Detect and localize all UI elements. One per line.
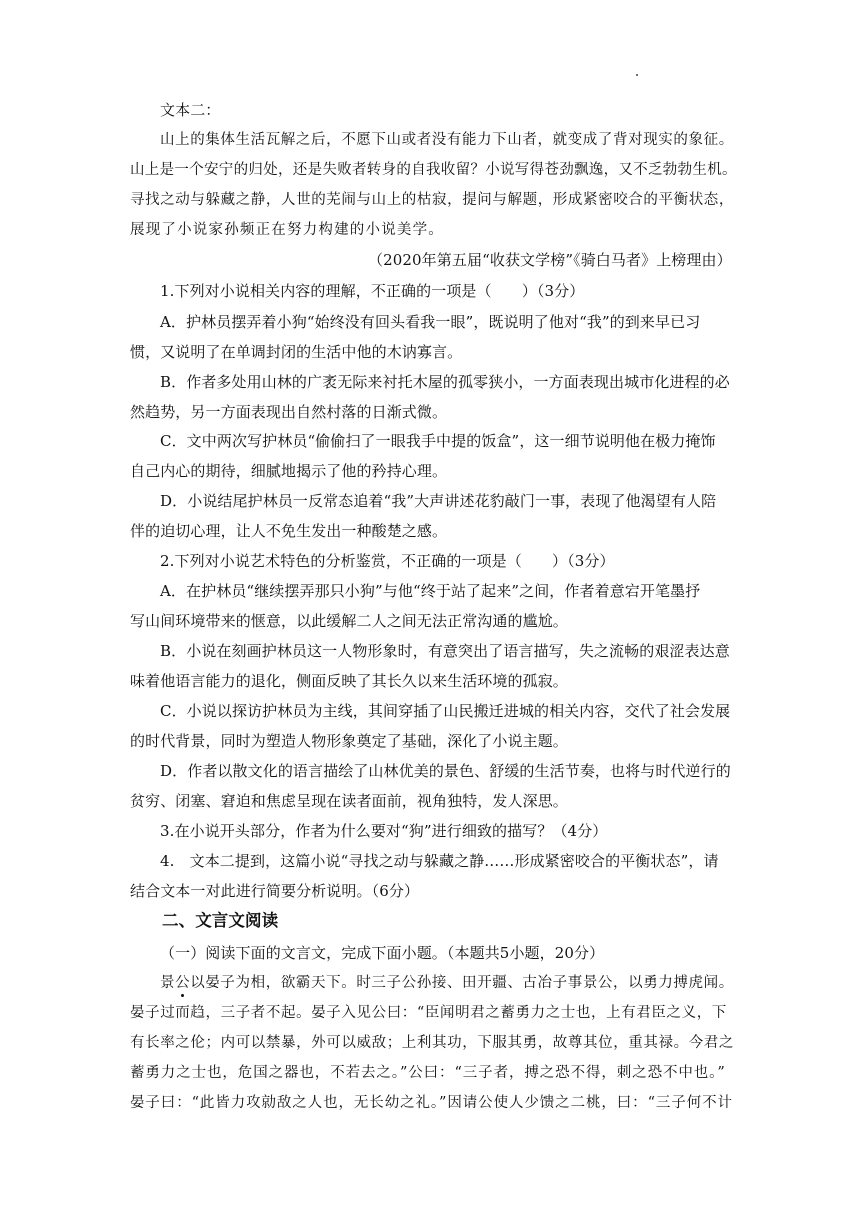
- text2-label: 文本二：: [160, 101, 221, 119]
- section2-intro: （一）阅读下面的文言文，完成下面小题。（本题共5小题，20分）: [160, 944, 605, 962]
- page-dot: [636, 74, 638, 76]
- classical-line-4: 蓄勇力之士也，危国之器也，不若去之。”公曰：“三子者，搏之恐不得，刺之恐不中也。”: [130, 1065, 726, 1081]
- q2-option-d-2: 贫穷、闭塞、窘迫和焦虑呈现在读者面前，视角独特，发人深思。: [130, 792, 568, 810]
- text2-line-3: 寻找之动与躲藏之静，人世的芜闹与山上的枯寂，提问与解题，形成紧密咬合的平衡状态，: [130, 192, 734, 208]
- q1-option-c-2: 自己内心的期待，细腻地揭示了他的矜持心理。: [130, 462, 448, 480]
- q2-option-c-2: 的时代背景，同时为塑造人物形象奠定了基础，深化了小说主题。: [130, 732, 568, 750]
- q1-stem: 1.下列对小说相关内容的理解，不正确的一项是（ ）（3分）: [160, 282, 585, 300]
- classical-line-2: 晏子过而趋，三子者不起。晏子入见公曰：“臣闻明君之蓄勇力之士也，上有君臣之义，下: [130, 1005, 727, 1021]
- text2-line-4: 展现了小说家孙频正在努力构建的小说美学。: [130, 222, 444, 238]
- q2-option-b-2: 味着他语言能力的退化，侧面反映了其长久以来生活环境的孤寂。: [130, 672, 568, 690]
- q2-stem: 2.下列对小说艺术特色的分析鉴赏，不正确的一项是（ ）（3分）: [160, 552, 615, 570]
- q1-option-a-1: A．护林员摆弄着小狗“始终没有回头看我一眼”，既说明了他对“我”的到来早已习: [160, 313, 701, 331]
- classical-line-5: 晏子曰：“此皆力攻勍敌之人也，无长幼之礼。”因请公使人少馈之二桃，曰：“三子何不计: [130, 1095, 733, 1111]
- q4-stem-2: 结合文本一对此进行简要分析说明。（6分）: [130, 882, 420, 900]
- q2-option-b-1: B．小说在刻画护林员这一人物形象时，有意突出了语言描写，失之流畅的艰涩表达意: [160, 642, 730, 660]
- text2-source: （2020年第五届“收获文学榜”《骑白马者》上榜理由）: [368, 251, 732, 269]
- q2-option-d-1: D．作者以散文化的语言描绘了山林优美的景色、舒缓的生活节奏，也将与时代逆行的: [160, 762, 731, 780]
- q1-option-d-2: 伴的迫切心理，让人不免生发出一种酸楚之感。: [130, 522, 448, 540]
- emphasized-char: 公: [175, 972, 190, 994]
- q2-option-a-2: 写山间环境带来的惬意，以此缓解二人之间无法正常沟通的尴尬。: [130, 612, 568, 630]
- section2-heading: 二、文言文阅读: [162, 911, 279, 930]
- q1-option-d-1: D．小说结尾护林员一反常态追着“我”大声讲述花豹敲门一事，表现了他渴望有人陪: [160, 492, 717, 510]
- q3-stem: 3.在小说开头部分，作者为什么要对“狗”进行细致的描写？（4分）: [160, 822, 608, 840]
- classical-line-1: [160, 972, 736, 994]
- text2-line-2: 山上是一个安宁的归处，还是失败者转身的自我收留？小说写得苍劲飘逸，又不乏勃勃生机。: [130, 162, 737, 178]
- q1-option-b-1: B．作者多处用山林的广袤无际来衬托木屋的孤零狭小，一方面表现出城市化进程的必: [160, 373, 730, 391]
- classical-line-3: 有长率之伦；内可以禁暴，外可以威敌；上利其功，下服其勇，故尊其位，重其禄。今君之: [130, 1035, 734, 1051]
- q2-option-c-1: C．小说以探访护林员为主线，其间穿插了山民搬迁进城的相关内容，交代了社会发展: [160, 702, 731, 720]
- q1-option-c-1: C．文中两次写护林员“偷偷扫了一眼我手中提的饭盒”，这一细节说明他在极力掩饰: [160, 432, 716, 450]
- q1-option-a-2: 惯，又说明了在单调封闭的生活中他的木讷寡言。: [130, 343, 463, 361]
- q4-stem-1: 4. 文本二提到，这篇小说“寻找之动与躲藏之静……形成紧密咬合的平衡状态”，请: [160, 852, 719, 870]
- q1-option-b-2: 然趋势，另一方面表现出自然村落的日渐式微。: [130, 403, 448, 421]
- classical-line-1-pre: 景: [160, 975, 176, 991]
- text2-line-1: 山上的集体生活瓦解之后，不愿下山或者没有能力下山者，就变成了背对现实的象征。: [160, 132, 734, 148]
- classical-line-1-post: 以晏子为相，欲霸天下。时三子公孙接、田开疆、古冶子事景公，以勇力搏虎闻。: [190, 975, 734, 991]
- q2-option-a-1: A．在护林员“继续摆弄那只小狗”与他“终于站了起来”之间，作者着意宕开笔墨抒: [160, 582, 701, 600]
